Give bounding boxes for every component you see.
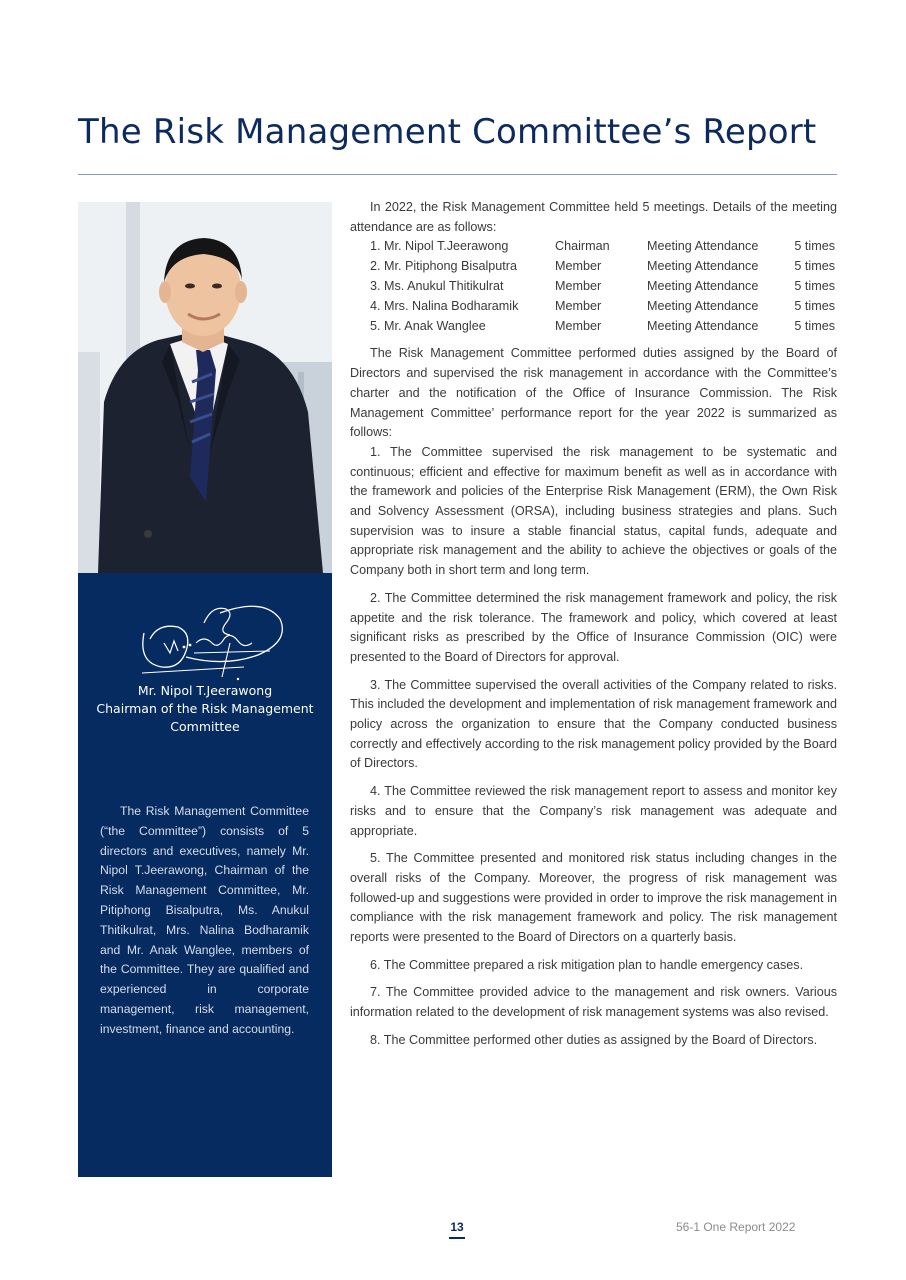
attendance-label: Meeting Attendance bbox=[647, 259, 759, 274]
member-name: 2. Mr. Pitiphong Bisalputra bbox=[370, 259, 518, 274]
attendance-row bbox=[350, 277, 837, 297]
member-role: Member bbox=[555, 279, 602, 293]
attendance-count: 5 times bbox=[794, 279, 835, 293]
page-title: The Risk Management Committee’s Report bbox=[78, 112, 817, 152]
chairman-title: Chairman of the Risk Management Committee bbox=[96, 701, 314, 734]
attendance-row bbox=[350, 257, 837, 277]
summary-paragraph: The Risk Management Committee performed duties assigned by the Board of Directors and supervised the risk management in accordance with the Committee’s charter and the notification of the Office of Insurance Commission. The Risk Management Committee’ performance report for the year 2022 is summarized as follows: bbox=[350, 346, 837, 440]
report-item: 8. The Committee performed other duties as assigned by the Board of Directors. bbox=[370, 1032, 818, 1047]
member-name: 3. Ms. Anukul Thitikulrat bbox=[370, 279, 504, 293]
chairman-photo bbox=[78, 202, 332, 573]
committee-composition-text: The Risk Management Committee (“the Committee”) consists of 5 directors and executives, namely Mr. Nipol T.Jeerawong, Chairman of the Risk Management Committee, Mr. Pitiphong Bisalputra, Ms. Anukul Thitikulrat, Mrs. Nalina Bodharamik and Mr. Anak Wanglee, members of the Committee. They are qualified and experienced in corporate management, risk management, investment, finance and accounting. bbox=[100, 804, 309, 1036]
attendance-count: 5 times bbox=[794, 298, 835, 313]
intro-paragraph: In 2022, the Risk Management Committee held 5 meetings. Details of the meeting attendance are as follows: bbox=[350, 200, 837, 234]
page-number-underline bbox=[449, 1237, 465, 1239]
member-name: 4. Mrs. Nalina Bodharamik bbox=[370, 298, 519, 313]
report-item: 6. The Committee prepared a risk mitigation plan to handle emergency cases. bbox=[370, 957, 804, 972]
report-item: 5. The Committee presented and monitored risk status including changes in the overall risks of the Company. Moreover, the progress of risk management was followed-up and suggestions were provided in order to improve the risk management in compliance with the risk management framework and policy. The risk management reports were presented to the Board of Directors on a quarterly basis. bbox=[350, 851, 837, 945]
attendance-label: Meeting Attendance bbox=[647, 279, 759, 293]
attendance-label: Meeting Attendance bbox=[647, 318, 759, 333]
title-divider bbox=[78, 174, 837, 175]
chairman-panel bbox=[78, 573, 332, 1177]
member-name: 1. Mr. Nipol T.Jeerawong bbox=[370, 239, 509, 254]
attendance-row bbox=[350, 297, 837, 317]
report-item: 7. The Committee provided advice to the management and risk owners. Various information related to the development of risk management systems was also revised. bbox=[350, 985, 837, 1020]
report-item: 4. The Committee reviewed the risk management report to assess and monitor key risks and to ensure that the Company’s risk management was adequate and appropriate. bbox=[350, 784, 837, 838]
attendance-label: Meeting Attendance bbox=[647, 239, 759, 254]
report-item: 3. The Committee supervised the overall activities of the Company related to risks. This included the development and implementation of risk management framework and policy across the organization to ensure that the Company conducted business correctly and effectively according to the risk management policy provided by the Board of Directors. bbox=[350, 677, 837, 771]
attendance-list bbox=[350, 237, 837, 336]
attendance-count: 5 times bbox=[794, 239, 835, 254]
attendance-count: 5 times bbox=[794, 318, 835, 333]
attendance-row bbox=[350, 317, 837, 337]
member-role: Chairman bbox=[555, 239, 610, 254]
report-item: 2. The Committee determined the risk management framework and policy, the risk appetite and the risk tolerance. The framework and policy, which covered at least significant risks as prescribed by the Office of Insurance Commission (OIC) were presented to the Board of Directors for approval. bbox=[350, 590, 837, 664]
attendance-count: 5 times bbox=[794, 259, 835, 274]
report-body bbox=[350, 198, 837, 1051]
member-name: 5. Mr. Anak Wanglee bbox=[370, 318, 486, 333]
attendance-row bbox=[350, 237, 837, 257]
attendance-label: Meeting Attendance bbox=[647, 298, 759, 313]
report-name: 56-1 One Report 2022 bbox=[676, 1220, 796, 1234]
page-number: 13 bbox=[450, 1220, 464, 1234]
report-item: 1. The Committee supervised the risk management to be systematic and continuous; efficient and effective for maximum benefit as well as in accordance with the framework and policies of the Enterprise Risk Management (ERM), the Own Risk and Solvency Assessment (ORSA), including business strategies and plans. Such supervision was to insure a stable financial status, capital funds, adequate and appropriate risk management and the ability to achieve the objectives or goals of the Company both in short term and long term. bbox=[350, 444, 837, 578]
signature-image bbox=[134, 593, 284, 685]
chairman-name: Mr. Nipol T.Jeerawong bbox=[137, 683, 273, 698]
member-role: Member bbox=[555, 318, 602, 333]
member-role: Member bbox=[555, 298, 602, 313]
member-role: Member bbox=[555, 259, 602, 274]
